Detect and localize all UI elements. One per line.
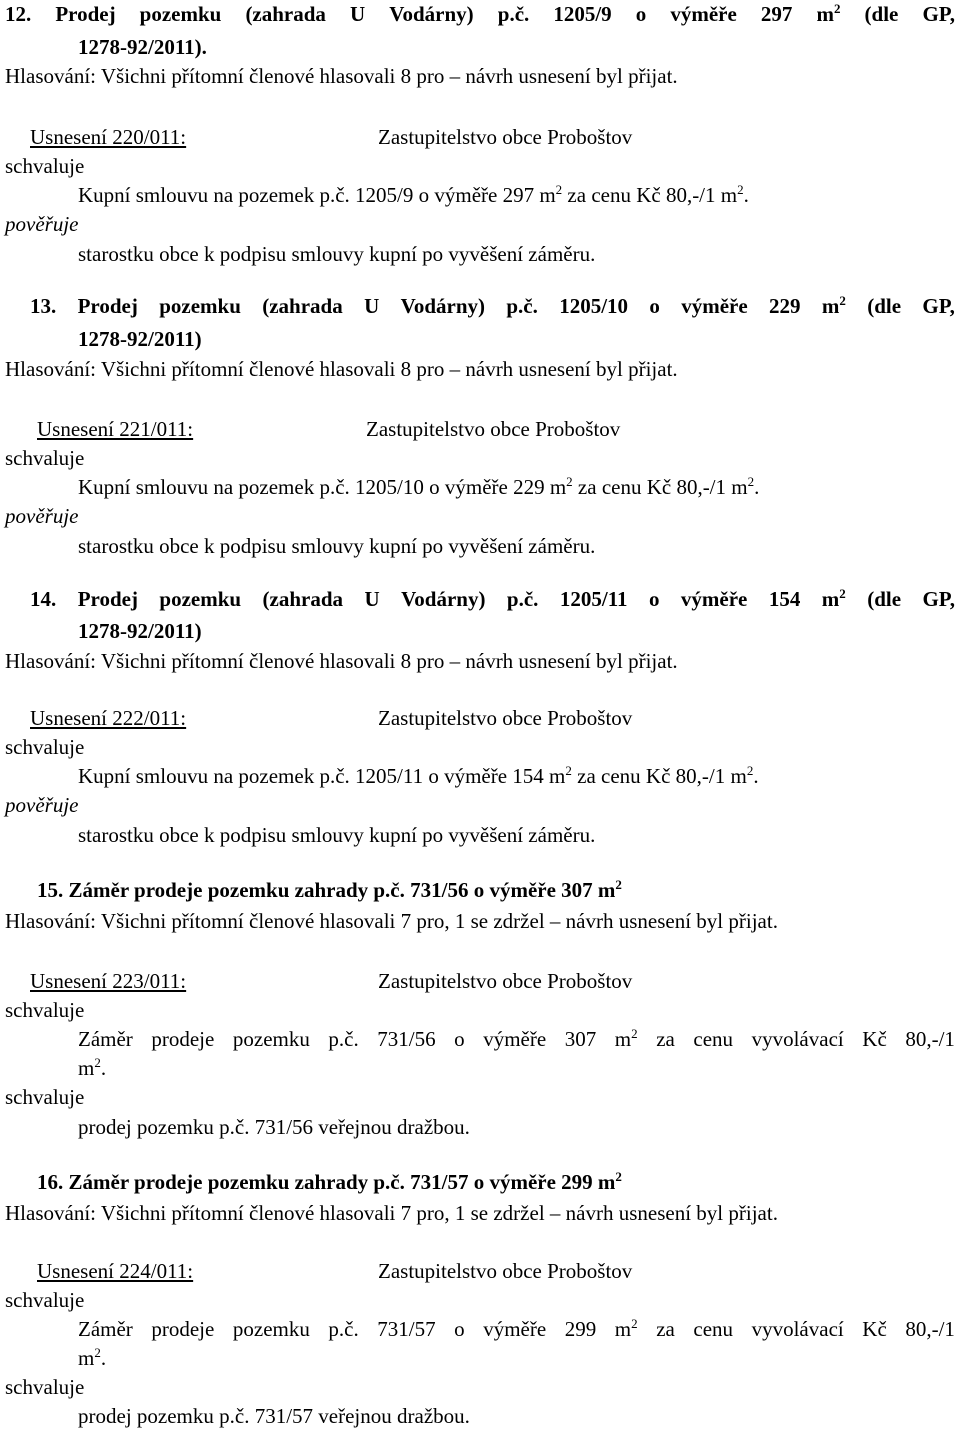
word: pozemku <box>159 587 242 611</box>
word: výměře <box>681 294 748 318</box>
section-16-auction-text: prodej pozemku p.č. 731/57 veřejnou dražbou. <box>78 1404 470 1428</box>
section-12-vote: Hlasování: Všichni přítomní členové hlasovali 8 pro – návrh usnesení byl přijat. <box>5 64 678 88</box>
section-15-heading: 15. Záměr prodeje pozemku zahrady p.č. 731/56 o výměře 307 $m^2$ <box>37 877 622 902</box>
word: U <box>350 2 366 26</box>
word: Vodárny) <box>401 587 486 611</box>
section-12-resolution-number: Usnesení 220/011: <box>30 125 187 149</box>
section-13-authorizes: pověřuje <box>5 504 79 528</box>
word: pozemku <box>159 294 241 318</box>
section-16-resolution-number: Usnesení 224/011: <box>37 1259 194 1283</box>
word: o <box>648 587 660 611</box>
section-14-heading-cont: 1278-92/2011) <box>78 619 202 643</box>
section-15-plan-text-cont: $m^2$. <box>78 1055 107 1080</box>
word: cenu <box>693 1317 734 1341</box>
word: o <box>635 2 647 26</box>
word: 80,-/1 <box>905 1317 955 1341</box>
section-12-council: Zastupitelstvo obce Proboštov <box>378 125 633 149</box>
word: výměře <box>483 1027 547 1051</box>
word: 731/57 <box>377 1317 436 1341</box>
section-15-resolution-number: Usnesení 223/011: <box>30 969 187 993</box>
section-12-contract-text: Kupní smlouvu na pozemek p.č. 1205/9 o výměře 297 $m^2$ za cenu Kč 80,-/1 $m^2$. <box>78 182 749 207</box>
word: Vodárny) <box>400 294 486 318</box>
section-15-plan-text <box>78 1026 955 1051</box>
section-13-heading-cont: 1278-92/2011) <box>78 327 202 351</box>
section-12-heading <box>5 1 955 26</box>
section-13-approves: schvaluje <box>5 446 85 470</box>
section-12-heading-cont: 1278-92/2011). <box>78 35 207 59</box>
word: (dle <box>867 294 902 318</box>
word: Kč <box>862 1027 887 1051</box>
word: 731/56 <box>377 1027 436 1051</box>
word: pozemku <box>232 1027 310 1051</box>
word: p.č. <box>328 1317 359 1341</box>
word: U <box>364 587 380 611</box>
word: (zahrada <box>245 2 326 26</box>
word: vyvolávací <box>751 1317 844 1341</box>
word: 154 <box>768 587 801 611</box>
word: 13. <box>30 294 57 318</box>
section-16-approves: schvaluje <box>5 1288 85 1312</box>
section-16-vote: Hlasování: Všichni přítomní členové hlasovali 7 pro, 1 se zdržel – návrh usnesení byl přijat. <box>5 1201 778 1225</box>
section-16-plan-text-cont: $m^2$. <box>78 1345 107 1370</box>
section-15-council: Zastupitelstvo obce Proboštov <box>378 969 633 993</box>
section-15-approves-2: schvaluje <box>5 1085 85 1109</box>
word: $m^2$ <box>614 1026 638 1051</box>
word: Záměr <box>78 1317 133 1341</box>
section-14-council: Zastupitelstvo obce Proboštov <box>378 706 633 730</box>
section-14-authorizes: pověřuje <box>5 793 79 817</box>
section-14-approves: schvaluje <box>5 735 85 759</box>
section-13-contract-text: Kupní smlouvu na pozemek p.č. 1205/10 o výměře 229 $m^2$ za cenu Kč 80,-/1 $m^2$. <box>78 474 760 499</box>
word: Prodej <box>55 2 116 26</box>
word: 299 <box>564 1317 597 1341</box>
section-14-heading <box>30 586 955 611</box>
word: 229 <box>769 294 801 318</box>
word: cenu <box>693 1027 734 1051</box>
section-13-authorization-text: starostku obce k podpisu smlouvy kupní po vyvěšení záměru. <box>78 534 596 558</box>
word: výměře <box>680 587 748 611</box>
word: p.č. <box>497 2 530 26</box>
section-13-vote: Hlasování: Všichni přítomní členové hlasovali 8 pro – návrh usnesení byl přijat. <box>5 357 678 381</box>
word: vyvolávací <box>751 1027 844 1051</box>
word: 307 <box>564 1027 597 1051</box>
section-15-auction-text: prodej pozemku p.č. 731/56 veřejnou dražbou. <box>78 1115 470 1139</box>
word: 1205/9 <box>553 2 612 26</box>
word: 80,-/1 <box>905 1027 955 1051</box>
word: U <box>364 294 380 318</box>
section-14-contract-text: Kupní smlouvu na pozemek p.č. 1205/11 o výměře 154 $m^2$ za cenu Kč 80,-/1 $m^2$. <box>78 763 759 788</box>
section-12-authorizes: pověřuje <box>5 212 79 236</box>
section-14-resolution-number: Usnesení 222/011: <box>30 706 187 730</box>
word: GP, <box>922 2 955 26</box>
word: GP, <box>922 587 955 611</box>
word: pozemku <box>139 2 222 26</box>
section-15-vote: Hlasování: Všichni přítomní členové hlasovali 7 pro, 1 se zdržel – návrh usnesení byl přijat. <box>5 909 778 933</box>
section-16-plan-text <box>78 1316 955 1341</box>
word: (dle <box>867 587 902 611</box>
word: Prodej <box>77 587 138 611</box>
word: za <box>656 1027 675 1051</box>
word: Prodej <box>77 294 138 318</box>
word: 1205/10 <box>559 294 629 318</box>
word: (zahrada <box>262 587 344 611</box>
word: prodeje <box>151 1027 215 1051</box>
section-15-approves: schvaluje <box>5 998 85 1022</box>
word: p.č. <box>506 587 539 611</box>
word: (zahrada <box>262 294 343 318</box>
word: výměře <box>483 1317 547 1341</box>
word: o <box>454 1027 465 1051</box>
word: $m^2$ <box>614 1316 638 1341</box>
section-14-vote: Hlasování: Všichni přítomní členové hlasovali 8 pro – návrh usnesení byl přijat. <box>5 649 678 673</box>
word: $m^2$ <box>821 586 846 611</box>
section-13-heading <box>30 293 955 318</box>
section-12-authorization-text: starostku obce k podpisu smlouvy kupní po vyvěšení záměru. <box>78 242 596 266</box>
word: 297 <box>760 2 793 26</box>
word: 1205/11 <box>559 587 628 611</box>
word: Vodárny) <box>389 2 474 26</box>
word: Kč <box>862 1317 887 1341</box>
word: $m^2$ <box>821 293 846 318</box>
word: 12. <box>5 2 32 26</box>
word: p.č. <box>506 294 538 318</box>
section-13-council: Zastupitelstvo obce Proboštov <box>366 417 621 441</box>
word: 14. <box>30 587 57 611</box>
word: p.č. <box>328 1027 359 1051</box>
word: o <box>649 294 660 318</box>
section-14-authorization-text: starostku obce k podpisu smlouvy kupní po vyvěšení záměru. <box>78 823 596 847</box>
word: $m^2$ <box>816 1 841 26</box>
section-16-approves-2: schvaluje <box>5 1375 85 1399</box>
word: GP, <box>922 294 955 318</box>
section-16-heading: 16. Záměr prodeje pozemku zahrady p.č. 731/57 o výměře 299 $m^2$ <box>37 1169 622 1194</box>
word: o <box>454 1317 465 1341</box>
word: prodeje <box>151 1317 215 1341</box>
word: pozemku <box>232 1317 310 1341</box>
word: za <box>656 1317 675 1341</box>
section-13-resolution-number: Usnesení 221/011: <box>37 417 194 441</box>
word: (dle <box>864 2 899 26</box>
section-12-approves: schvaluje <box>5 154 85 178</box>
section-16-council: Zastupitelstvo obce Proboštov <box>378 1259 633 1283</box>
word: Záměr <box>78 1027 133 1051</box>
word: výměře <box>670 2 737 26</box>
